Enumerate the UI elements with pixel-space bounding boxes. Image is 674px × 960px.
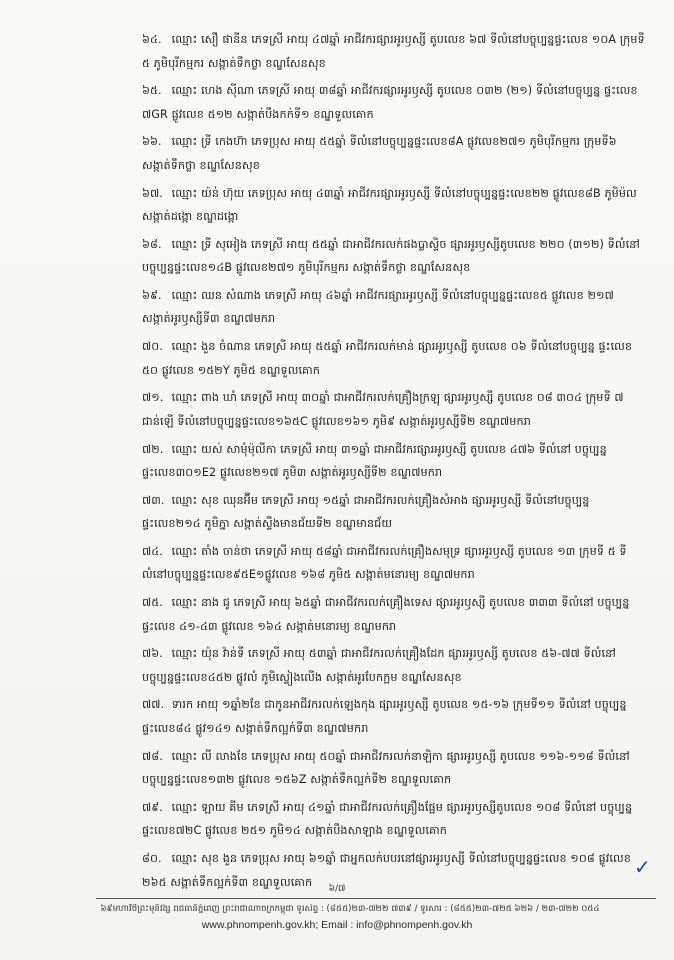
- list-item-text: ឈ្មោះ យស់ សាមុំម៉ុលីកា ភេទស្រី អាយុ ៣១ឆ្នាំ ជាអាជីវករផ្សារអូរឫស្សី តូបលេខ ៤៧៦ ទីលំនៅ បច្ចុប្បន្នផ្ទះលេខ៣០១E2 ផ្លូវលេខ២១៧ ភូមិ៣ សង្កាត់អូរឫស្សីទី២ ខណ្ឌ៧មករា: [142, 442, 607, 479]
- list-item: [142, 642, 647, 689]
- list-item-text: ឈ្មោះ សុខ ឈុនអ៊ីម ភេទស្រី អាយុ ១៥ឆ្នាំ ជាអាជីវករលក់គ្រឿងសំអាង ផ្សារអូរឫស្សី ទីលំនៅបច្ចុប្បន្ន ផ្ទះលេខ២១៤ ភូមិភ្នា សង្កាត់ស្ទឹងមានជ័យទី២ ខណ្ឌមានជ័យ: [142, 493, 590, 531]
- list-item: [142, 233, 647, 280]
- list-item: [142, 284, 647, 331]
- page-number: ៦/៧: [328, 884, 346, 894]
- list-item-text: ទារក អាយុ ១ឆ្នាំ២ខែ ជាកូនអាជីវករលក់ឡេងកុង ផ្សារអូរឫស្សី តូបលេខ ១៥-១៦ ក្រុមទី១១ ទីលំនៅ បច្ចុប្បន្នផ្ទះលេខ៨៤ ផ្លូវ១៤១ សង្កាត់ទឹកល្អក់ទី៣ ខណ្ឌ៧មករា: [142, 698, 627, 735]
- list-item-number: ៧៦.: [142, 647, 163, 661]
- list-item: [142, 438, 647, 485]
- list-item: [142, 489, 647, 536]
- list-item-number: ៦៥.: [142, 84, 162, 98]
- checkmark-icon: ✓: [634, 855, 651, 879]
- list-item-text: ឈ្មោះ ឡាយ គីម ភេទស្រី អាយុ ៤១ឆ្នាំ ជាអាជីវករលក់គ្រឿងផ្អែម ផ្សារអូរឫស្សីតូបលេខ ១០៨ ទីលំនៅ បច្ចុប្បន្ន ផ្ទះលេខ៧២C ផ្លូវលេខ ២៥១ ភូមិ១៤ សង្កាត់បឹងសាឡាង ខណ្ឌទួលគោក: [142, 800, 633, 838]
- list-item-number: ៧៨.: [142, 749, 163, 763]
- list-item-text: ឈ្មោះ យ៉ន់ ហ៊ុយ ភេទប្រុស អាយុ ៤៣ឆ្នាំ អាជីវករផ្សារអូរឫស្សី ទីលំនៅបច្ចុប្បន្នផ្ទះលេខ២២ ផ្លូវលេខ៨B ភូមិម៉ល សង្កាត់ដង្កោ ខណ្ឌដង្កោ: [142, 186, 637, 224]
- list-item-text: ឈ្មោះ ពាង ឃាំ ភេទស្រី អាយុ ៣០ឆ្នាំ ជាអាជីវករលក់គ្រឿងក្រឡុ ផ្សារអូរឫស្សី តូបលេខ ០៨ ៣០៤ ក្រុមទី ៧ ជាន់ឡើ ទីលំនៅបច្ចុប្បន្នផ្ទះលេខ១៦៥C ផ្លូវលេខ១៦១ ភូមិ៩ សង្កាត់អូរឫស្សីទី២ ខណ្ឌ៧មករា: [142, 391, 624, 428]
- list-item-text: ឈ្មោះ ឈន សំណាង ភេទស្រី អាយុ ៤៦ឆ្នាំ អាជីវករផ្សារអូរឫស្សី ទីលំនៅបច្ចុប្បន្នផ្ទះលេខ៥ ផ្លូវលេខ ២១៧ សង្កាត់អូរឫស្សីទី៣ ខណ្ឌ៧មករា: [142, 288, 614, 326]
- list-item: [142, 28, 647, 75]
- list-item-text: ឈ្មោះ យ៉ុន វ៉ាន់ទី ភេទស្រី អាយុ ៥៣ឆ្នាំ ជាអាជីវករលក់គ្រឿងដែក ផ្សារអូរឫស្សី តូបលេខ ៥៦-៧៧ ទីលំនៅបច្ចុប្បន្នផ្ទះលេខ៤៥២ ផ្លូវលំ ភូមិស្ទៀងលើង សង្កាត់អូរបែកក្អម ខណ្ឌសែនសុខ: [142, 647, 616, 684]
- list-item-number: ៦៩.: [142, 288, 162, 302]
- footer-web-link[interactable]: www.phnompenh.gov.kh; Email : info@phnompenh.gov.kh: [201, 919, 473, 931]
- list-item-number: ៦៨.: [142, 237, 162, 251]
- list-item: [142, 540, 647, 587]
- list-item-text: ឈ្មោះ នាង ជូ ភេទស្រី អាយុ ៦៥ឆ្នាំ ជាអាជីវករលក់គ្រឿងទេស ផ្សារអូរឫស្សី តូបលេខ ៣៣៣ ទីលំនៅ បច្ចុប្បន្នផ្ទះលេខ ៤១-៤៣ ផ្លូវលេខ ១៦៤ សង្កាត់មនោរម្យ ខណ្ឌមករា: [142, 596, 630, 633]
- list-item-number: ៧៣.: [142, 493, 165, 507]
- list-item-text: ឈ្មោះ ងួន ចំណាន ភេទស្រី អាយុ ៥៥ឆ្នាំ អាជីវករលក់មាន់ ផ្សារអូរឫស្សី តូបលេខ ០៦ ទីលំនៅបច្ចុប្បន្ន ផ្ទះលេខ ៥០ ផ្លូវលេខ ១៥២Y ភូមិ៥ ខណ្ឌទួលគោក: [142, 340, 633, 377]
- list-item-number: ៨០.: [142, 852, 162, 865]
- list-item-number: ៧៧.: [142, 698, 165, 712]
- list-item-number: ៧៤.: [142, 544, 163, 558]
- list-item-number: ៧២.: [142, 442, 164, 456]
- list-item: [142, 591, 647, 638]
- list-item: [142, 79, 647, 126]
- list-item-text: ឈ្មោះ ហេង ស៊ីណា ភេទស្រី អាយុ ៣៨ឆ្នាំ អាជីវករផ្សារអូរឫស្សី តូបលេខ ០៣២ (២១) ទីលំនៅបច្ចុប្បន្ន ផ្ទះលេខ ៧GR ផ្លូវលេខ ៥១២ សង្កាត់បឹងកក់ទី១ ខណ្ឌទួលគោក: [142, 84, 638, 121]
- list-item-number: ៦៤.: [142, 33, 162, 46]
- list-item: [142, 745, 647, 792]
- list-item: [142, 182, 647, 229]
- list-item-text: ឈ្មោះ ទ្រី កេងហ៊ា ភេទប្រុស អាយុ ៥៥ឆ្នាំ ទីលំនៅបច្ចុប្បន្នផ្ទះលេខ៨A ផ្លូវលេខ២៧១ ភូមិបុរីកម្មករ ក្រុមទី៦ សង្កាត់ទឹកថ្លា ខណ្ឌសែនសុខ: [142, 135, 617, 172]
- list-item-text: ឈ្មោះ សឿ ផានីន ភេទស្រី អាយុ ៤៧ឆ្នាំ អាជីវករផ្សារអូរឫស្សី តូបលេខ ៦៧ ទីលំនៅបច្ចុប្បន្នផ្ទះលេខ ១០A ក្រុមទី ៥ ភូមិបុរីកម្មករ សង្កាត់ទឹកថ្លា ខណ្ឌសែនសុខ: [142, 33, 645, 70]
- list-item-text: ឈ្មោះ តាំង ចាន់ថា ភេទស្រី អាយុ ៥៨ឆ្នាំ ជាអាជីវករលក់គ្រឿងសមុទ្រ ផ្សារអូរឫស្សី តូបលេខ ១៣ ក្រុមទី ៥ ទីលំនៅបច្ចុប្បន្នផ្ទះលេខ៩៥E១ផ្លូវលេខ ១៦៨ ភូមិ៥ សង្កាត់មនោរម្យ ខណ្ឌ៧មករា: [142, 544, 627, 582]
- list-item-number: ៦៦.: [142, 135, 162, 149]
- list-item-number: ៦៧.: [142, 186, 163, 200]
- list-item: [142, 693, 647, 740]
- list-item-number: ៧៩.: [142, 800, 163, 814]
- list-item: [142, 796, 647, 843]
- list-item: [142, 130, 647, 177]
- footer-divider: [96, 898, 656, 899]
- list-item-text: ឈ្មោះ លី លាងខែ ភេទប្រុស អាយុ ៥០ឆ្នាំ ជាអាជីវករលក់នាឡិកា ផ្សារអូរឫស្សី តូបលេខ ១១៦-១១៨ ទីលំនៅបច្ចុប្បន្នផ្ទះលេខ១៣២ ផ្លូវលេខ ១៥៦Z សង្កាត់ទឹកល្អក់ទី២ ខណ្ឌទួលគោក: [142, 749, 630, 787]
- list-item: [142, 335, 647, 382]
- list-item-text: ឈ្មោះ សុខ ងួន ភេទប្រុស អាយុ ៦១ឆ្នាំ ជាអ្នកលក់បបរនៅផ្សារអូរឫស្សី ទីលំនៅបច្ចុប្បន្នផ្ទះលេខ ១០៨ ផ្លូវលេខ ២៦៥ សង្កាត់ទឹកល្អក់ទី៣ ខណ្ឌទួលគោក: [142, 852, 631, 889]
- list-item: [142, 386, 647, 433]
- list-item-number: ៧៥.: [142, 596, 163, 610]
- list-item-text: ឈ្មោះ ទ្រី សុអៀង ភេទស្រី អាយុ ៥៥ឆ្នាំ ជាអាជីវករលក់ផងប្លាស្ទិច ផ្សារអូរឫស្សីតូបលេខ ២២០ (៣១២) ទីលំនៅបច្ចុប្បន្នផ្ទះលេខ១៤B ផ្លូវលេខ២៧១ ភូមិបុរីកម្មករ សង្កាត់ទឹកថ្លា ខណ្ឌសែនសុខ: [142, 237, 640, 275]
- list-item-number: ៧០.: [142, 340, 163, 354]
- footer-address: ៦៩មហាវិថីព្រះមុនីវង្ស រាជធានីភ្នំពេញ ព្រះរាជាណាចក្រកម្ពុជា ទូរស័ព្ទ : (៨៥៥)២៣-៧២២ ៧៣៩ / ទូរសារ : (៨៥៥)២៣-៧២៥ ៦២៦ / ២៣-៧២២ ០៥៤: [100, 904, 600, 914]
- victim-list: [142, 28, 647, 898]
- list-item-number: ៧១.: [142, 391, 164, 405]
